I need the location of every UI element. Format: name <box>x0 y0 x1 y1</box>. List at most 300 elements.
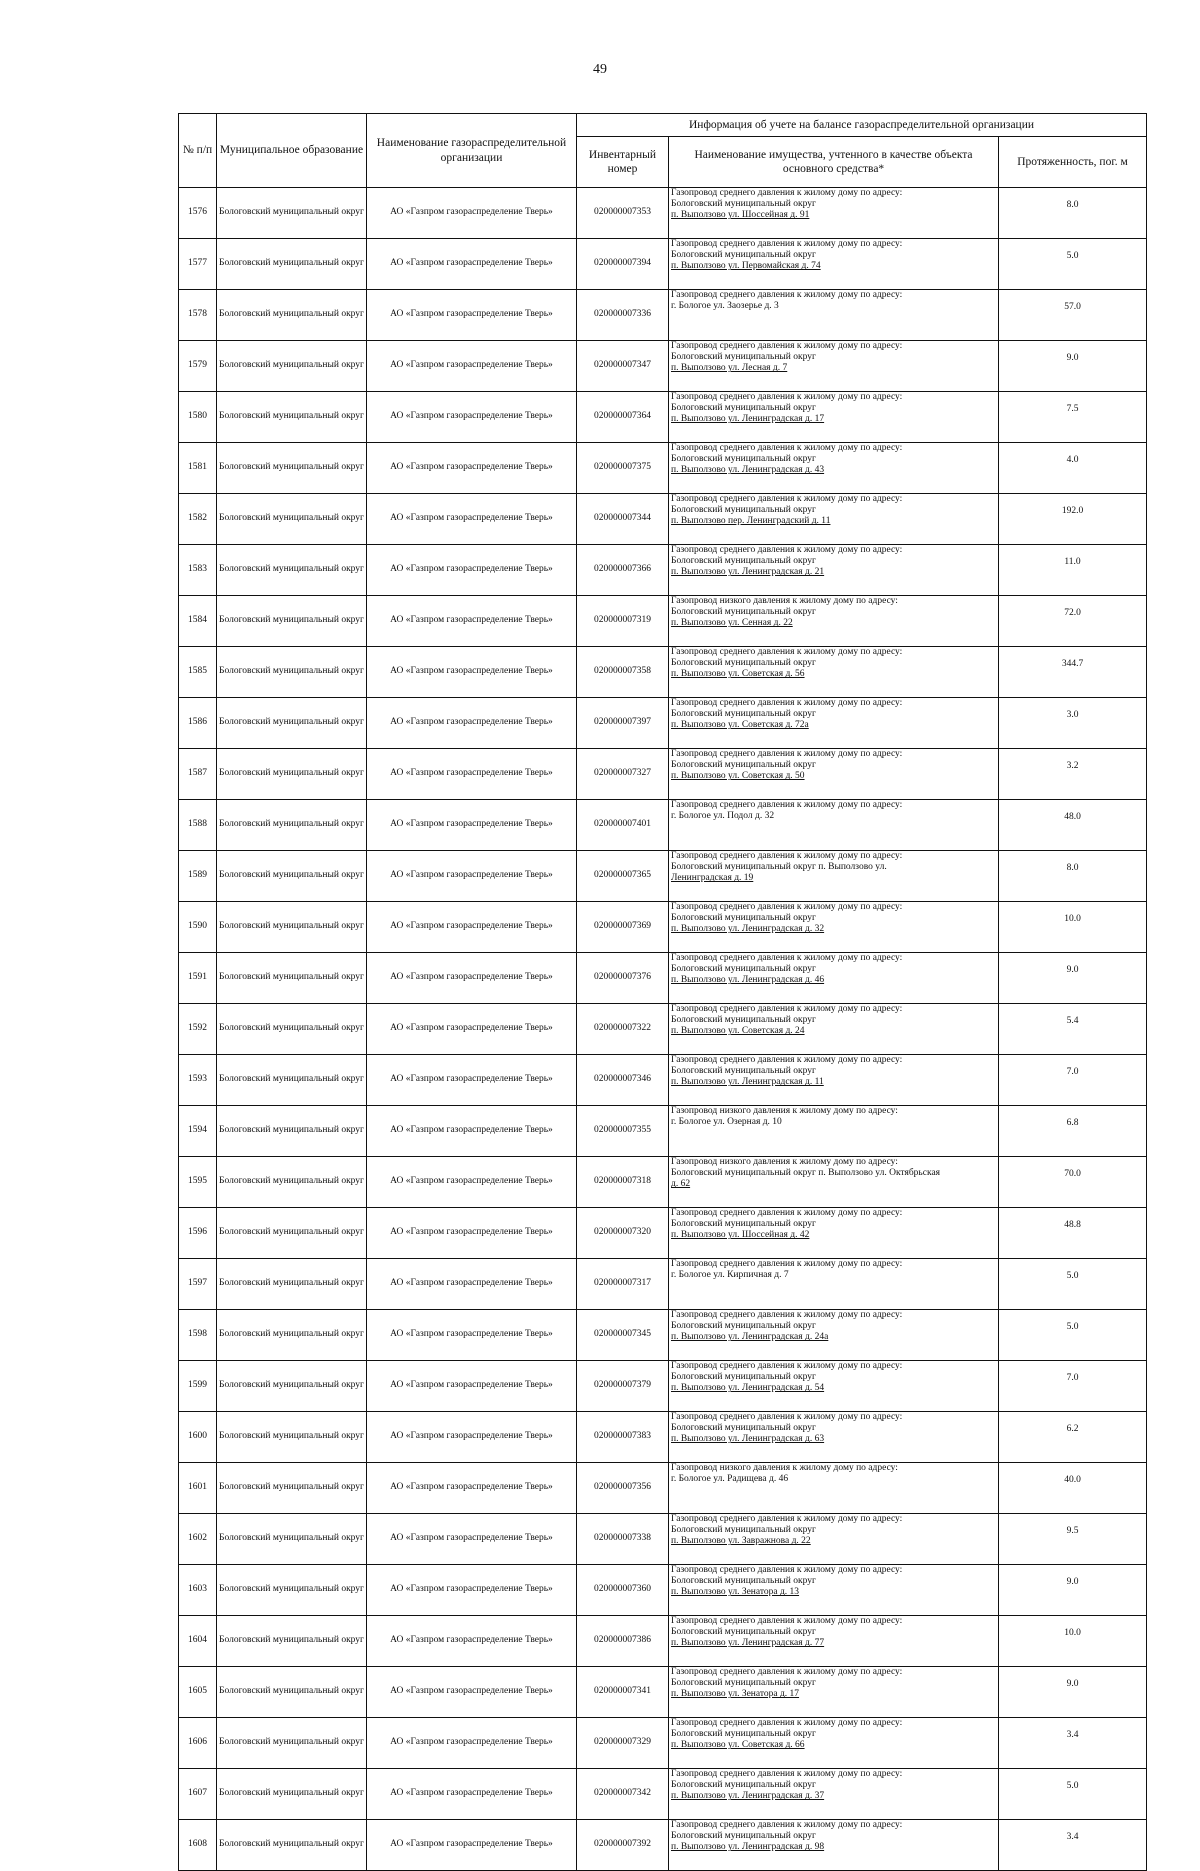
length-cell: 48.0 <box>999 800 1147 851</box>
row-number: 1601 <box>179 1463 217 1514</box>
property-name-line: Газопровод среднего давления к жилому дому по адресу: <box>671 494 903 504</box>
table-row <box>179 902 1147 953</box>
property-name-cell <box>669 596 999 647</box>
row-number: 1580 <box>179 392 217 443</box>
header-org: Наименование газораспределительной организации <box>367 114 577 188</box>
property-name-line: п. Выползово ул. Ленинградская д. 43 <box>671 465 825 476</box>
municipality-cell: Бологовский муниципальный округ <box>217 1208 367 1259</box>
property-name-cell <box>669 1208 999 1259</box>
property-name-line: Газопровод среднего давления к жилому дому по адресу: <box>671 698 903 708</box>
inventory-number-cell: 020000007347 <box>577 341 669 392</box>
property-name-cell <box>669 1820 999 1871</box>
table-row <box>179 1055 1147 1106</box>
municipality-cell: Бологовский муниципальный округ <box>217 1361 367 1412</box>
length-cell: 11.0 <box>999 545 1147 596</box>
inventory-number-cell: 020000007386 <box>577 1616 669 1667</box>
property-name-cell <box>669 545 999 596</box>
property-name-line: Ленинградская д. 19 <box>671 873 754 884</box>
row-number: 1599 <box>179 1361 217 1412</box>
property-name-line: Бологовский муниципальный округ <box>671 505 816 516</box>
table-row <box>179 1769 1147 1820</box>
length-cell: 344.7 <box>999 647 1147 698</box>
property-name-cell <box>669 1412 999 1463</box>
table-row <box>179 188 1147 239</box>
length-cell: 8.0 <box>999 851 1147 902</box>
length-cell: 48.8 <box>999 1208 1147 1259</box>
table-row <box>179 698 1147 749</box>
property-name-line: Газопровод среднего давления к жилому дому по адресу: <box>671 443 903 453</box>
organization-cell: АО «Газпром газораспределение Тверь» <box>367 392 577 443</box>
length-cell: 3.4 <box>999 1820 1147 1871</box>
property-name-line: Газопровод среднего давления к жилому дому по адресу: <box>671 1616 903 1626</box>
inventory-number-cell: 020000007341 <box>577 1667 669 1718</box>
property-name-line: Газопровод среднего давления к жилому дому по адресу: <box>671 1769 903 1779</box>
table-row <box>179 1310 1147 1361</box>
organization-cell: АО «Газпром газораспределение Тверь» <box>367 1616 577 1667</box>
table-row <box>179 1616 1147 1667</box>
table-row <box>179 1820 1147 1871</box>
property-name-line: п. Выползово ул. Шоссейная д. 42 <box>671 1230 810 1241</box>
municipality-cell: Бологовский муниципальный округ <box>217 953 367 1004</box>
municipality-cell: Бологовский муниципальный округ <box>217 800 367 851</box>
table-row <box>179 545 1147 596</box>
property-name-line: Бологовский муниципальный округ <box>671 964 816 975</box>
municipality-cell: Бологовский муниципальный округ <box>217 341 367 392</box>
header-municipality: Муниципальное образование <box>217 114 367 188</box>
length-cell: 7.0 <box>999 1055 1147 1106</box>
inventory-number-cell: 020000007342 <box>577 1769 669 1820</box>
property-name-line: Бологовский муниципальный округ <box>671 403 816 414</box>
organization-cell: АО «Газпром газораспределение Тверь» <box>367 1769 577 1820</box>
table-row <box>179 1514 1147 1565</box>
property-name-cell <box>669 494 999 545</box>
property-name-line: п. Выползово ул. Сенная д. 22 <box>671 618 793 629</box>
header-property: Наименование имущества, учтенного в качестве объекта основного средства* <box>669 137 999 188</box>
property-name-line: п. Выползово ул. Советская д. 56 <box>671 669 805 680</box>
municipality-cell: Бологовский муниципальный округ <box>217 188 367 239</box>
inventory-number-cell: 020000007364 <box>577 392 669 443</box>
length-cell: 5.0 <box>999 1769 1147 1820</box>
table-row <box>179 1004 1147 1055</box>
property-name-line: Бологовский муниципальный округ <box>671 454 816 465</box>
inventory-number-cell: 020000007317 <box>577 1259 669 1310</box>
property-name-line: Газопровод среднего давления к жилому дому по адресу: <box>671 1055 903 1065</box>
row-number: 1603 <box>179 1565 217 1616</box>
inventory-number-cell: 020000007329 <box>577 1718 669 1769</box>
row-number: 1577 <box>179 239 217 290</box>
length-cell: 9.0 <box>999 1667 1147 1718</box>
municipality-cell: Бологовский муниципальный округ <box>217 392 367 443</box>
inventory-number-cell: 020000007355 <box>577 1106 669 1157</box>
inventory-number-cell: 020000007345 <box>577 1310 669 1361</box>
row-number: 1586 <box>179 698 217 749</box>
row-number: 1594 <box>179 1106 217 1157</box>
organization-cell: АО «Газпром газораспределение Тверь» <box>367 443 577 494</box>
property-name-line: Бологовский муниципальный округ <box>671 709 816 720</box>
property-name-cell <box>669 290 999 341</box>
organization-cell: АО «Газпром газораспределение Тверь» <box>367 341 577 392</box>
length-cell: 3.4 <box>999 1718 1147 1769</box>
length-cell: 6.8 <box>999 1106 1147 1157</box>
row-number: 1608 <box>179 1820 217 1871</box>
row-number: 1578 <box>179 290 217 341</box>
organization-cell: АО «Газпром газораспределение Тверь» <box>367 902 577 953</box>
property-name-line: Бологовский муниципальный округ <box>671 1627 816 1638</box>
property-name-line: Газопровод среднего давления к жилому дому по адресу: <box>671 1667 903 1677</box>
organization-cell: АО «Газпром газораспределение Тверь» <box>367 953 577 1004</box>
property-name-cell <box>669 1106 999 1157</box>
property-name-line: Газопровод среднего давления к жилому дому по адресу: <box>671 188 903 198</box>
property-name-line: п. Выползово ул. Ленинградская д. 77 <box>671 1638 825 1649</box>
property-name-line: п. Выползово ул. Ленинградская д. 17 <box>671 414 825 425</box>
organization-cell: АО «Газпром газораспределение Тверь» <box>367 239 577 290</box>
property-name-line: Газопровод среднего давления к жилому дому по адресу: <box>671 290 903 300</box>
organization-cell: АО «Газпром газораспределение Тверь» <box>367 1514 577 1565</box>
inventory-number-cell: 020000007366 <box>577 545 669 596</box>
row-number: 1585 <box>179 647 217 698</box>
municipality-cell: Бологовский муниципальный округ <box>217 1718 367 1769</box>
header-balance-group: Информация об учете на балансе газораспределительной организации <box>577 114 1147 137</box>
municipality-cell: Бологовский муниципальный округ <box>217 1412 367 1463</box>
table-row <box>179 341 1147 392</box>
length-cell: 3.2 <box>999 749 1147 800</box>
municipality-cell: Бологовский муниципальный округ <box>217 1004 367 1055</box>
municipality-cell: Бологовский муниципальный округ <box>217 1667 367 1718</box>
table-row <box>179 290 1147 341</box>
property-register-table <box>178 113 1147 1871</box>
row-number: 1604 <box>179 1616 217 1667</box>
property-name-line: Бологовский муниципальный округ п. Выползово ул. <box>671 862 887 873</box>
inventory-number-cell: 020000007327 <box>577 749 669 800</box>
organization-cell: АО «Газпром газораспределение Тверь» <box>367 290 577 341</box>
table-row <box>179 851 1147 902</box>
property-name-cell <box>669 749 999 800</box>
inventory-number-cell: 020000007379 <box>577 1361 669 1412</box>
property-name-cell <box>669 239 999 290</box>
table-header <box>179 114 1147 188</box>
organization-cell: АО «Газпром газораспределение Тверь» <box>367 698 577 749</box>
property-name-line: п. Выползово ул. Ленинградская д. 24а <box>671 1332 829 1343</box>
table-row <box>179 647 1147 698</box>
municipality-cell: Бологовский муниципальный округ <box>217 647 367 698</box>
organization-cell: АО «Газпром газораспределение Тверь» <box>367 1667 577 1718</box>
property-name-cell <box>669 647 999 698</box>
inventory-number-cell: 020000007338 <box>577 1514 669 1565</box>
property-name-line: п. Выползово ул. Ленинградская д. 63 <box>671 1434 825 1445</box>
property-name-line: Бологовский муниципальный округ <box>671 1780 816 1791</box>
property-name-line: г. Бологое ул. Заозерье д. 3 <box>671 301 779 312</box>
property-name-line: Газопровод низкого давления к жилому дому по адресу: <box>671 1106 898 1116</box>
row-number: 1584 <box>179 596 217 647</box>
inventory-number-cell: 020000007375 <box>577 443 669 494</box>
row-number: 1588 <box>179 800 217 851</box>
organization-cell: АО «Газпром газораспределение Тверь» <box>367 1106 577 1157</box>
row-number: 1598 <box>179 1310 217 1361</box>
property-name-cell <box>669 188 999 239</box>
property-name-line: Бологовский муниципальный округ <box>671 1525 816 1536</box>
property-name-line: Бологовский муниципальный округ <box>671 658 816 669</box>
property-name-line: Бологовский муниципальный округ <box>671 352 816 363</box>
inventory-number-cell: 020000007319 <box>577 596 669 647</box>
municipality-cell: Бологовский муниципальный округ <box>217 1310 367 1361</box>
organization-cell: АО «Газпром газораспределение Тверь» <box>367 1565 577 1616</box>
length-cell: 70.0 <box>999 1157 1147 1208</box>
municipality-cell: Бологовский муниципальный округ <box>217 749 367 800</box>
property-name-line: Бологовский муниципальный округ п. Выползово ул. Октябрьская <box>671 1168 941 1179</box>
property-name-line: Бологовский муниципальный округ <box>671 1678 816 1689</box>
municipality-cell: Бологовский муниципальный округ <box>217 1565 367 1616</box>
property-name-line: Бологовский муниципальный округ <box>671 1321 816 1332</box>
property-name-line: п. Выползово ул. Советская д. 72а <box>671 720 809 731</box>
property-name-line: Бологовский муниципальный округ <box>671 1372 816 1383</box>
length-cell: 10.0 <box>999 1616 1147 1667</box>
row-number: 1592 <box>179 1004 217 1055</box>
length-cell: 7.5 <box>999 392 1147 443</box>
property-name-line: Бологовский муниципальный округ <box>671 1729 816 1740</box>
length-cell: 9.0 <box>999 953 1147 1004</box>
organization-cell: АО «Газпром газораспределение Тверь» <box>367 1310 577 1361</box>
property-name-line: Газопровод среднего давления к жилому дому по адресу: <box>671 1361 903 1371</box>
length-cell: 8.0 <box>999 188 1147 239</box>
municipality-cell: Бологовский муниципальный округ <box>217 545 367 596</box>
property-name-line: Газопровод среднего давления к жилому дому по адресу: <box>671 1412 903 1422</box>
property-name-line: г. Бологое ул. Озерная д. 10 <box>671 1117 782 1128</box>
property-name-cell <box>669 1667 999 1718</box>
property-name-line: Бологовский муниципальный округ <box>671 1219 816 1230</box>
organization-cell: АО «Газпром газораспределение Тверь» <box>367 1055 577 1106</box>
property-name-cell <box>669 1616 999 1667</box>
property-name-line: Бологовский муниципальный округ <box>671 556 816 567</box>
length-cell: 7.0 <box>999 1361 1147 1412</box>
length-cell: 10.0 <box>999 902 1147 953</box>
organization-cell: АО «Газпром газораспределение Тверь» <box>367 1718 577 1769</box>
property-name-line: Газопровод среднего давления к жилому дому по адресу: <box>671 1514 903 1524</box>
municipality-cell: Бологовский муниципальный округ <box>217 1616 367 1667</box>
organization-cell: АО «Газпром газораспределение Тверь» <box>367 596 577 647</box>
property-name-cell <box>669 341 999 392</box>
property-name-cell <box>669 1514 999 1565</box>
inventory-number-cell: 020000007394 <box>577 239 669 290</box>
property-name-cell <box>669 1157 999 1208</box>
property-name-line: п. Выползово ул. Зенатора д. 13 <box>671 1587 800 1598</box>
municipality-cell: Бологовский муниципальный округ <box>217 902 367 953</box>
property-name-line: п. Выползово ул. Завражнова д. 22 <box>671 1536 811 1547</box>
inventory-number-cell: 020000007318 <box>577 1157 669 1208</box>
organization-cell: АО «Газпром газораспределение Тверь» <box>367 749 577 800</box>
table-row <box>179 1208 1147 1259</box>
property-name-line: Газопровод среднего давления к жилому дому по адресу: <box>671 1565 903 1575</box>
row-number: 1581 <box>179 443 217 494</box>
municipality-cell: Бологовский муниципальный округ <box>217 1769 367 1820</box>
inventory-number-cell: 020000007358 <box>577 647 669 698</box>
table-row <box>179 1463 1147 1514</box>
property-name-line: г. Бологое ул. Подол д. 32 <box>671 811 775 822</box>
property-name-line: п. Выползово ул. Советская д. 50 <box>671 771 805 782</box>
organization-cell: АО «Газпром газораспределение Тверь» <box>367 1157 577 1208</box>
row-number: 1602 <box>179 1514 217 1565</box>
municipality-cell: Бологовский муниципальный округ <box>217 596 367 647</box>
length-cell: 6.2 <box>999 1412 1147 1463</box>
property-name-line: Газопровод среднего давления к жилому дому по адресу: <box>671 239 903 249</box>
row-number: 1590 <box>179 902 217 953</box>
property-name-line: п. Выползово ул. Шоссейная д. 91 <box>671 210 810 221</box>
inventory-number-cell: 020000007322 <box>577 1004 669 1055</box>
header-inventory: Инвентарный номер <box>577 137 669 188</box>
table-row <box>179 494 1147 545</box>
header-length: Протяженность, пог. м <box>999 137 1147 188</box>
inventory-number-cell: 020000007336 <box>577 290 669 341</box>
table-row <box>179 1412 1147 1463</box>
organization-cell: АО «Газпром газораспределение Тверь» <box>367 1463 577 1514</box>
property-name-line: Газопровод среднего давления к жилому дому по адресу: <box>671 1310 903 1320</box>
property-name-line: г. Бологое ул. Радищева д. 46 <box>671 1474 789 1485</box>
property-name-line: Бологовский муниципальный округ <box>671 1015 816 1026</box>
table-row <box>179 1259 1147 1310</box>
property-name-line: Газопровод среднего давления к жилому дому по адресу: <box>671 749 903 759</box>
property-name-line: п. Выползово ул. Ленинградская д. 21 <box>671 567 825 578</box>
property-name-cell <box>669 953 999 1004</box>
table-row <box>179 1361 1147 1412</box>
row-number: 1606 <box>179 1718 217 1769</box>
organization-cell: АО «Газпром газораспределение Тверь» <box>367 647 577 698</box>
row-number: 1593 <box>179 1055 217 1106</box>
property-name-line: Бологовский муниципальный округ <box>671 760 816 771</box>
inventory-number-cell: 020000007353 <box>577 188 669 239</box>
length-cell: 9.0 <box>999 1565 1147 1616</box>
organization-cell: АО «Газпром газораспределение Тверь» <box>367 1208 577 1259</box>
length-cell: 5.0 <box>999 1310 1147 1361</box>
organization-cell: АО «Газпром газораспределение Тверь» <box>367 188 577 239</box>
row-number: 1595 <box>179 1157 217 1208</box>
length-cell: 72.0 <box>999 596 1147 647</box>
inventory-number-cell: 020000007397 <box>577 698 669 749</box>
property-name-line: Газопровод среднего давления к жилому дому по адресу: <box>671 1004 903 1014</box>
organization-cell: АО «Газпром газораспределение Тверь» <box>367 545 577 596</box>
property-name-line: п. Выползово ул. Лесная д. 7 <box>671 363 788 374</box>
property-name-cell <box>669 1004 999 1055</box>
row-number: 1600 <box>179 1412 217 1463</box>
property-name-line: г. Бологое ул. Кирпичная д. 7 <box>671 1270 789 1281</box>
table-body <box>179 188 1147 1871</box>
row-number: 1597 <box>179 1259 217 1310</box>
property-name-line: Газопровод низкого давления к жилому дому по адресу: <box>671 596 898 606</box>
table-row <box>179 1667 1147 1718</box>
table-row <box>179 1718 1147 1769</box>
property-name-cell <box>669 1769 999 1820</box>
property-name-line: п. Выползово ул. Ленинградская д. 46 <box>671 975 825 986</box>
row-number: 1576 <box>179 188 217 239</box>
length-cell: 5.0 <box>999 1259 1147 1310</box>
length-cell: 4.0 <box>999 443 1147 494</box>
property-name-line: Газопровод среднего давления к жилому дому по адресу: <box>671 341 903 351</box>
property-name-cell <box>669 443 999 494</box>
municipality-cell: Бологовский муниципальный округ <box>217 1514 367 1565</box>
property-name-line: Газопровод низкого давления к жилому дому по адресу: <box>671 1463 898 1473</box>
inventory-number-cell: 020000007365 <box>577 851 669 902</box>
property-name-line: п. Выползово ул. Советская д. 66 <box>671 1740 805 1751</box>
length-cell: 57.0 <box>999 290 1147 341</box>
property-name-line: д. 62 <box>671 1179 691 1190</box>
organization-cell: АО «Газпром газораспределение Тверь» <box>367 494 577 545</box>
municipality-cell: Бологовский муниципальный округ <box>217 1106 367 1157</box>
property-name-line: п. Выползово ул. Ленинградская д. 98 <box>671 1842 825 1853</box>
municipality-cell: Бологовский муниципальный округ <box>217 1055 367 1106</box>
row-number: 1591 <box>179 953 217 1004</box>
row-number: 1579 <box>179 341 217 392</box>
property-name-line: п. Выползово ул. Ленинградская д. 37 <box>671 1791 825 1802</box>
length-cell: 3.0 <box>999 698 1147 749</box>
inventory-number-cell: 020000007360 <box>577 1565 669 1616</box>
table-row <box>179 1565 1147 1616</box>
property-name-line: Бологовский муниципальный округ <box>671 1576 816 1587</box>
property-name-line: Бологовский муниципальный округ <box>671 1423 816 1434</box>
table-row <box>179 443 1147 494</box>
municipality-cell: Бологовский муниципальный округ <box>217 494 367 545</box>
municipality-cell: Бологовский муниципальный округ <box>217 1157 367 1208</box>
property-name-cell <box>669 392 999 443</box>
inventory-number-cell: 020000007392 <box>577 1820 669 1871</box>
organization-cell: АО «Газпром газораспределение Тверь» <box>367 1259 577 1310</box>
property-name-line: Газопровод среднего давления к жилому дому по адресу: <box>671 953 903 963</box>
property-name-line: Бологовский муниципальный округ <box>671 913 816 924</box>
property-name-cell <box>669 1055 999 1106</box>
property-name-line: Газопровод среднего давления к жилому дому по адресу: <box>671 392 903 402</box>
table-row <box>179 239 1147 290</box>
municipality-cell: Бологовский муниципальный округ <box>217 239 367 290</box>
organization-cell: АО «Газпром газораспределение Тверь» <box>367 1412 577 1463</box>
organization-cell: АО «Газпром газораспределение Тверь» <box>367 1820 577 1871</box>
property-name-cell <box>669 800 999 851</box>
property-name-line: п. Выползово ул. Первомайская д. 74 <box>671 261 821 272</box>
property-name-line: п. Выползово ул. Ленинградская д. 11 <box>671 1077 824 1088</box>
inventory-number-cell: 020000007401 <box>577 800 669 851</box>
property-name-cell <box>669 902 999 953</box>
property-name-line: Газопровод среднего давления к жилому дому по адресу: <box>671 1718 903 1728</box>
organization-cell: АО «Газпром газораспределение Тверь» <box>367 800 577 851</box>
inventory-number-cell: 020000007320 <box>577 1208 669 1259</box>
table-row <box>179 953 1147 1004</box>
property-name-line: Газопровод среднего давления к жилому дому по адресу: <box>671 1820 903 1830</box>
property-name-line: Газопровод среднего давления к жилому дому по адресу: <box>671 545 903 555</box>
property-name-cell <box>669 1718 999 1769</box>
length-cell: 192.0 <box>999 494 1147 545</box>
inventory-number-cell: 020000007346 <box>577 1055 669 1106</box>
organization-cell: АО «Газпром газораспределение Тверь» <box>367 851 577 902</box>
length-cell: 9.5 <box>999 1514 1147 1565</box>
property-name-line: п. Выползово ул. Зенатора д. 17 <box>671 1689 800 1700</box>
row-number: 1589 <box>179 851 217 902</box>
property-name-cell <box>669 698 999 749</box>
inventory-number-cell: 020000007356 <box>577 1463 669 1514</box>
row-number: 1582 <box>179 494 217 545</box>
length-cell: 9.0 <box>999 341 1147 392</box>
property-name-line: Газопровод среднего давления к жилому дому по адресу: <box>671 800 903 810</box>
property-name-line: Бологовский муниципальный округ <box>671 1066 816 1077</box>
row-number: 1607 <box>179 1769 217 1820</box>
property-name-line: Газопровод среднего давления к жилому дому по адресу: <box>671 851 903 861</box>
property-name-line: п. Выползово ул. Ленинградская д. 54 <box>671 1383 825 1394</box>
property-name-cell <box>669 1310 999 1361</box>
table-row <box>179 1106 1147 1157</box>
property-name-line: Газопровод среднего давления к жилому дому по адресу: <box>671 1259 903 1269</box>
inventory-number-cell: 020000007376 <box>577 953 669 1004</box>
property-name-cell <box>669 1565 999 1616</box>
municipality-cell: Бологовский муниципальный округ <box>217 290 367 341</box>
table-row <box>179 1157 1147 1208</box>
municipality-cell: Бологовский муниципальный округ <box>217 1820 367 1871</box>
property-name-line: Бологовский муниципальный округ <box>671 199 816 210</box>
inventory-number-cell: 020000007369 <box>577 902 669 953</box>
